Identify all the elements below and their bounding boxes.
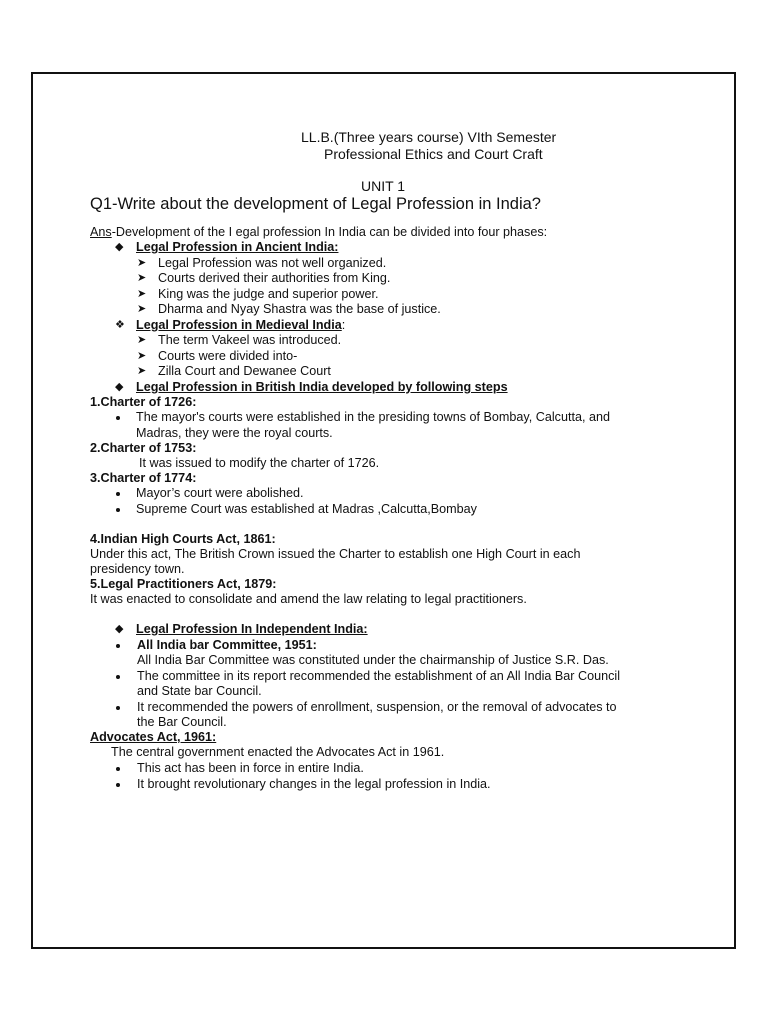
arrow-bullet-icon: ➤ [137, 288, 147, 300]
course-title: LL.B.(Three years course) VIth Semester [301, 129, 557, 145]
independent-point-cont: and State bar Council. [137, 684, 262, 698]
diamond-bullet-icon: ◆ [115, 381, 124, 393]
bullet-dot-icon [116, 644, 120, 648]
ancient-point: Legal Profession was not well organized. [158, 256, 387, 270]
committee-text: All India Bar Committee was constituted under the chairmanship of Justice S.R. Das. [137, 653, 609, 667]
medieval-heading-suffix: : [341, 318, 346, 332]
committee-title: All India bar Committee, 1951: [137, 638, 317, 652]
independent-point: It recommended the powers of enrollment, suspension, or the removal of advocates to [137, 700, 617, 714]
arrow-bullet-icon: ➤ [137, 365, 147, 377]
ancient-point: Courts derived their authorities from King. [158, 271, 391, 285]
arrow-bullet-icon: ➤ [137, 303, 147, 315]
answer-intro [90, 225, 547, 240]
answer-label: Ans [90, 225, 112, 239]
question-heading: Q1-Write about the development of Legal Profession in India? [90, 195, 541, 213]
bullet-dot-icon [116, 675, 120, 679]
arrow-bullet-icon: ➤ [137, 272, 147, 284]
advocates-act-point: This act has been in force in entire India. [137, 761, 364, 775]
diamond-bullet-icon: ◆ [115, 623, 124, 635]
advocates-act-title: Advocates Act, 1961: [90, 730, 217, 744]
lp-act-title: 5.Legal Practitioners Act, 1879: [90, 577, 277, 591]
british-india-heading: Legal Profession in British India developed by following steps [136, 380, 508, 394]
arrow-bullet-icon: ➤ [137, 334, 147, 346]
answer-intro-text: -Development of the I egal profession In India can be divided into four phases: [111, 225, 548, 239]
charter-1726-title: 1.Charter of 1726: [90, 395, 197, 409]
diamond-bullet-icon: ◆ [115, 241, 124, 253]
charter-1726-point-cont: Madras, they were the royal courts. [136, 426, 333, 440]
ancient-india-heading: Legal Profession in Ancient India: [136, 240, 339, 254]
ancient-point: King was the judge and superior power. [158, 287, 379, 301]
bullet-dot-icon [116, 783, 120, 787]
charter-1726-point: The mayor's courts were established in the presiding towns of Bombay, Calcutta, and [136, 410, 610, 424]
charter-1753-text: It was issued to modify the charter of 1726. [139, 456, 380, 470]
four-diamond-bullet-icon: ❖ [115, 319, 125, 331]
hc-act-text: Under this act, The British Crown issued the Charter to establish one High Court in each [90, 547, 581, 561]
lp-act-text: It was enacted to consolidate and amend the law relating to legal practitioners. [90, 592, 527, 606]
charter-1774-title: 3.Charter of 1774: [90, 471, 197, 485]
arrow-bullet-icon: ➤ [137, 257, 147, 269]
charter-1774-point: Mayor’s court were abolished. [136, 486, 304, 500]
unit-title: UNIT 1 [361, 178, 406, 194]
bullet-dot-icon [116, 767, 120, 771]
charter-1753-title: 2.Charter of 1753: [90, 441, 197, 455]
medieval-point: The term Vakeel was introduced. [158, 333, 342, 347]
medieval-point: Zilla Court and Dewanee Court [158, 364, 331, 378]
hc-act-text-cont: presidency town. [90, 562, 185, 576]
advocates-act-point: It brought revolutionary changes in the legal profession in India. [137, 777, 491, 791]
independent-india-heading: Legal Profession In Independent India: [136, 622, 368, 636]
arrow-bullet-icon: ➤ [137, 350, 147, 362]
medieval-india-heading [136, 318, 345, 333]
medieval-heading-text: Legal Profession in Medieval India [136, 318, 342, 332]
bullet-dot-icon [116, 706, 120, 710]
bullet-dot-icon [116, 416, 120, 420]
medieval-point: Courts were divided into- [158, 349, 298, 363]
subject-title: Professional Ethics and Court Craft [324, 146, 543, 162]
independent-point: The committee in its report recommended the establishment of an All India Bar Council [137, 669, 620, 683]
bullet-dot-icon [116, 492, 120, 496]
ancient-point: Dharma and Nyay Shastra was the base of justice. [158, 302, 441, 316]
independent-point-cont: the Bar Council. [137, 715, 227, 729]
bullet-dot-icon [116, 508, 120, 512]
advocates-act-text: The central government enacted the Advocates Act in 1961. [111, 745, 445, 759]
charter-1774-point: Supreme Court was established at Madras ,Calcutta,Bombay [136, 502, 477, 516]
hc-act-title: 4.Indian High Courts Act, 1861: [90, 532, 276, 546]
